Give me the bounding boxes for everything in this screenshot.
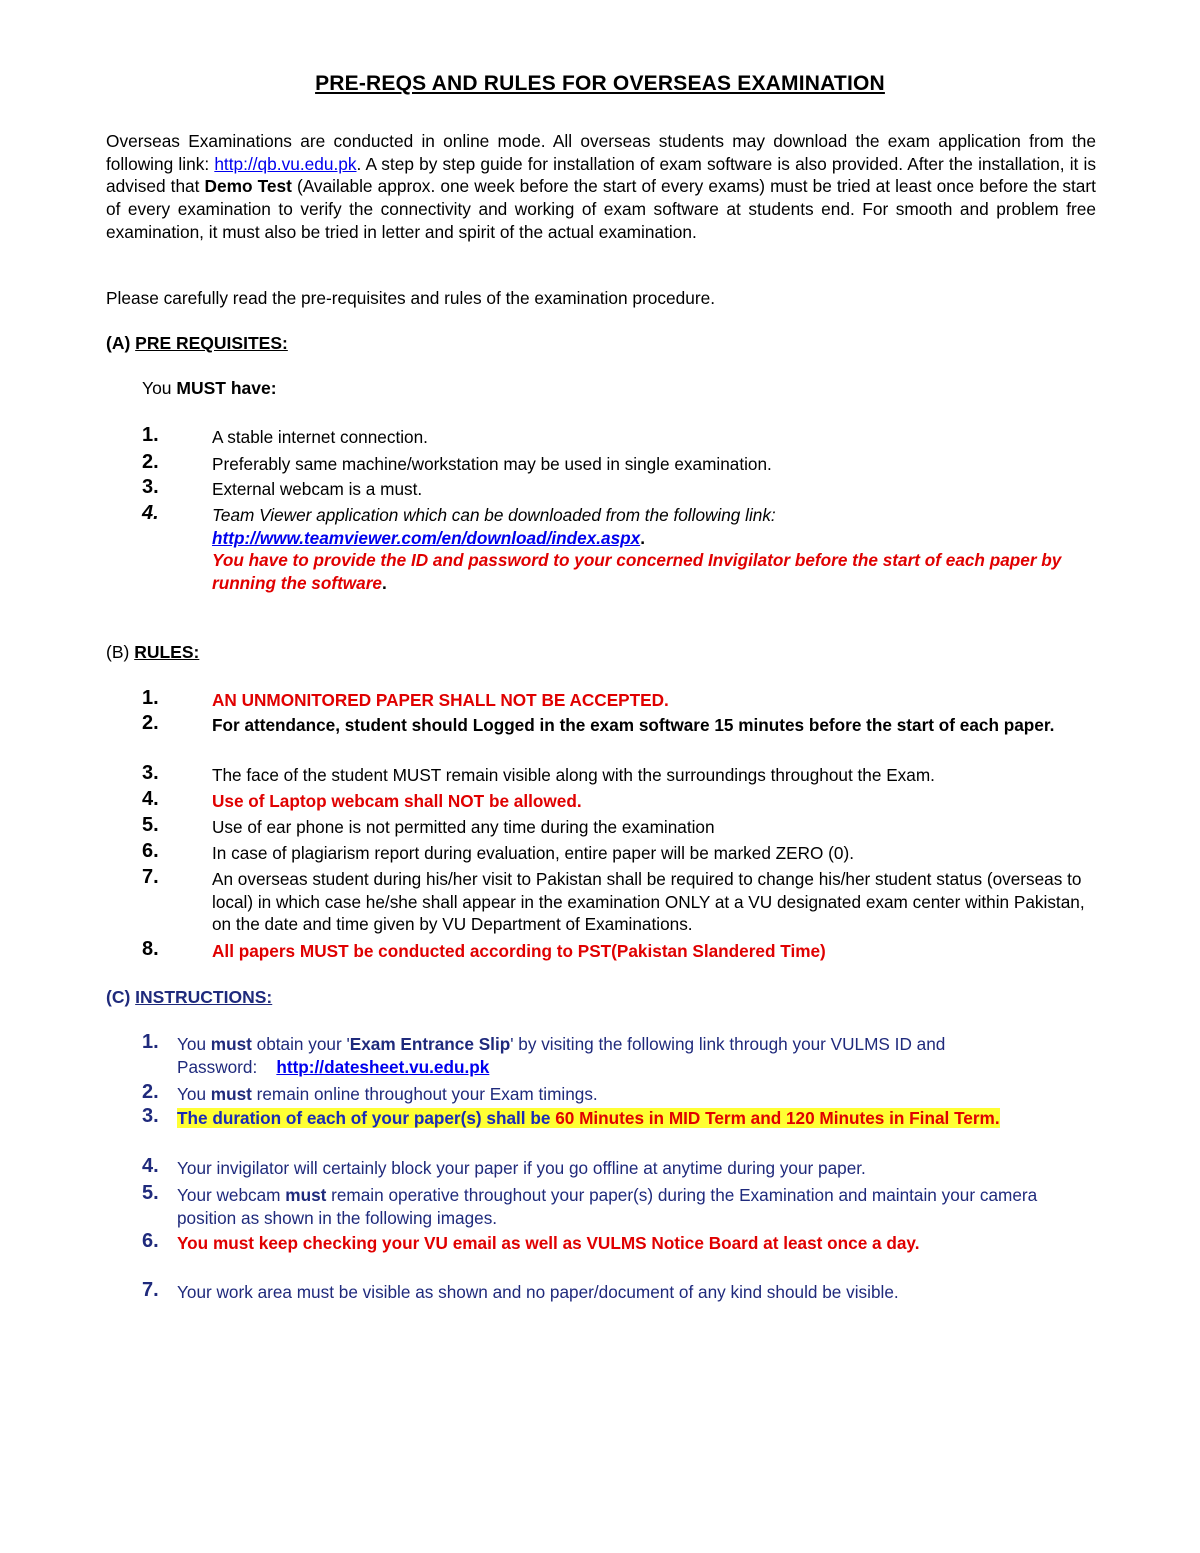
instruction-item: 6. You must keep checking your VU email as well as VULMS Notice Board at least once a day. [142, 1230, 920, 1253]
datesheet-link[interactable]: http://datesheet.vu.edu.pk [276, 1056, 490, 1077]
instruction-item: 7. Your work area must be visible as shown and no paper/document of any kind should be visible. [142, 1279, 899, 1302]
instruction-item: 2. You must remain online throughout your Exam timings. [142, 1081, 598, 1104]
instruction-item: 3. The duration of each of your paper(s) shall be 60 Minutes in MID Term and 120 Minutes in Final Term. [142, 1105, 1000, 1128]
rule-item: 4. Use of Laptop webcam shall NOT be allowed. [142, 788, 582, 811]
qb-link[interactable]: http://qb.vu.edu.pk [214, 153, 357, 174]
rule-item: 3. The face of the student MUST remain visible along with the surroundings throughout the Exam. [142, 762, 935, 785]
must-have-label: You MUST have: [142, 378, 277, 398]
prereq-item: 4. Team Viewer application which can be downloaded from the following link: http://www.teamviewer.com/en/download/index.aspx. You have to provide the ID and password to your concerned Invigilator before the start of each paper by running the software. [142, 502, 1062, 593]
please-read-text: Please carefully read the pre-requisites and rules of the examination procedure. [106, 288, 716, 308]
teamviewer-link[interactable]: http://www.teamviewer.com/en/download/index.aspx [212, 527, 641, 548]
prereq-item: 3. External webcam is a must. [142, 476, 423, 499]
teamviewer-warning: You have to provide the ID and password to your concerned Invigilator before the start of each paper by running the software [212, 550, 1062, 593]
rule-item: 5. Use of ear phone is not permitted any time during the examination [142, 814, 715, 837]
section-c-heading: (C) INSTRUCTIONS: [106, 987, 273, 1007]
rule-item: 6. In case of plagiarism report during evaluation, entire paper will be marked ZERO (0). [142, 840, 854, 863]
prereq-item: 1. A stable internet connection. [142, 424, 428, 447]
instruction-item: 4. Your invigilator will certainly block your paper if you go offline at anytime during your paper. [142, 1155, 866, 1178]
instruction-item: 1. You must obtain your 'Exam Entrance Slip' by visiting the following link through your VULMS ID and Password: http://datesheet.vu.edu.pk [142, 1031, 946, 1077]
rule-item: 2. For attendance, student should Logged in the exam software 15 minutes before the start of each paper. [142, 712, 1055, 735]
prereq-item: 2. Preferably same machine/workstation may be used in single examination. [142, 451, 772, 474]
intro-paragraph: Overseas Examinations are conducted in online mode. All overseas students may download the exam application from the following link: http://qb.vu.edu.pk. A step by step guide for installation of exam software is also provided. After the installation, it is advised that Demo Test (Available approx. one week before the start of every exams) must be tried at least once before the start of every examination to verify the connectivity and working of exam software at students end. For smooth and problem free examination, it must also be tried in letter and spirit of the actual examination. [106, 131, 1096, 242]
section-b-heading: (B) RULES: [106, 642, 200, 662]
rule-item: 7. An overseas student during his/her visit to Pakistan shall be required to change his/her student status (overseas to local) in which case he/she shall appear in the examination ONLY at a VU designated exam center within Pakistan, on the date and time given by VU Department of Examinations. [142, 866, 1085, 935]
rule-item: 1. AN UNMONITORED PAPER SHALL NOT BE ACCEPTED. [142, 687, 669, 710]
section-a-heading: (A) PRE REQUISITES: [106, 333, 288, 353]
rule-item: 8. All papers MUST be conducted according to PST(Pakistan Slandered Time) [142, 938, 826, 961]
page-title: PRE-REQS AND RULES FOR OVERSEAS EXAMINATION [315, 72, 885, 95]
instruction-item: 5. Your webcam must remain operative throughout your paper(s) during the Examination and maintain your camera position as shown in the following images. [142, 1182, 1038, 1228]
